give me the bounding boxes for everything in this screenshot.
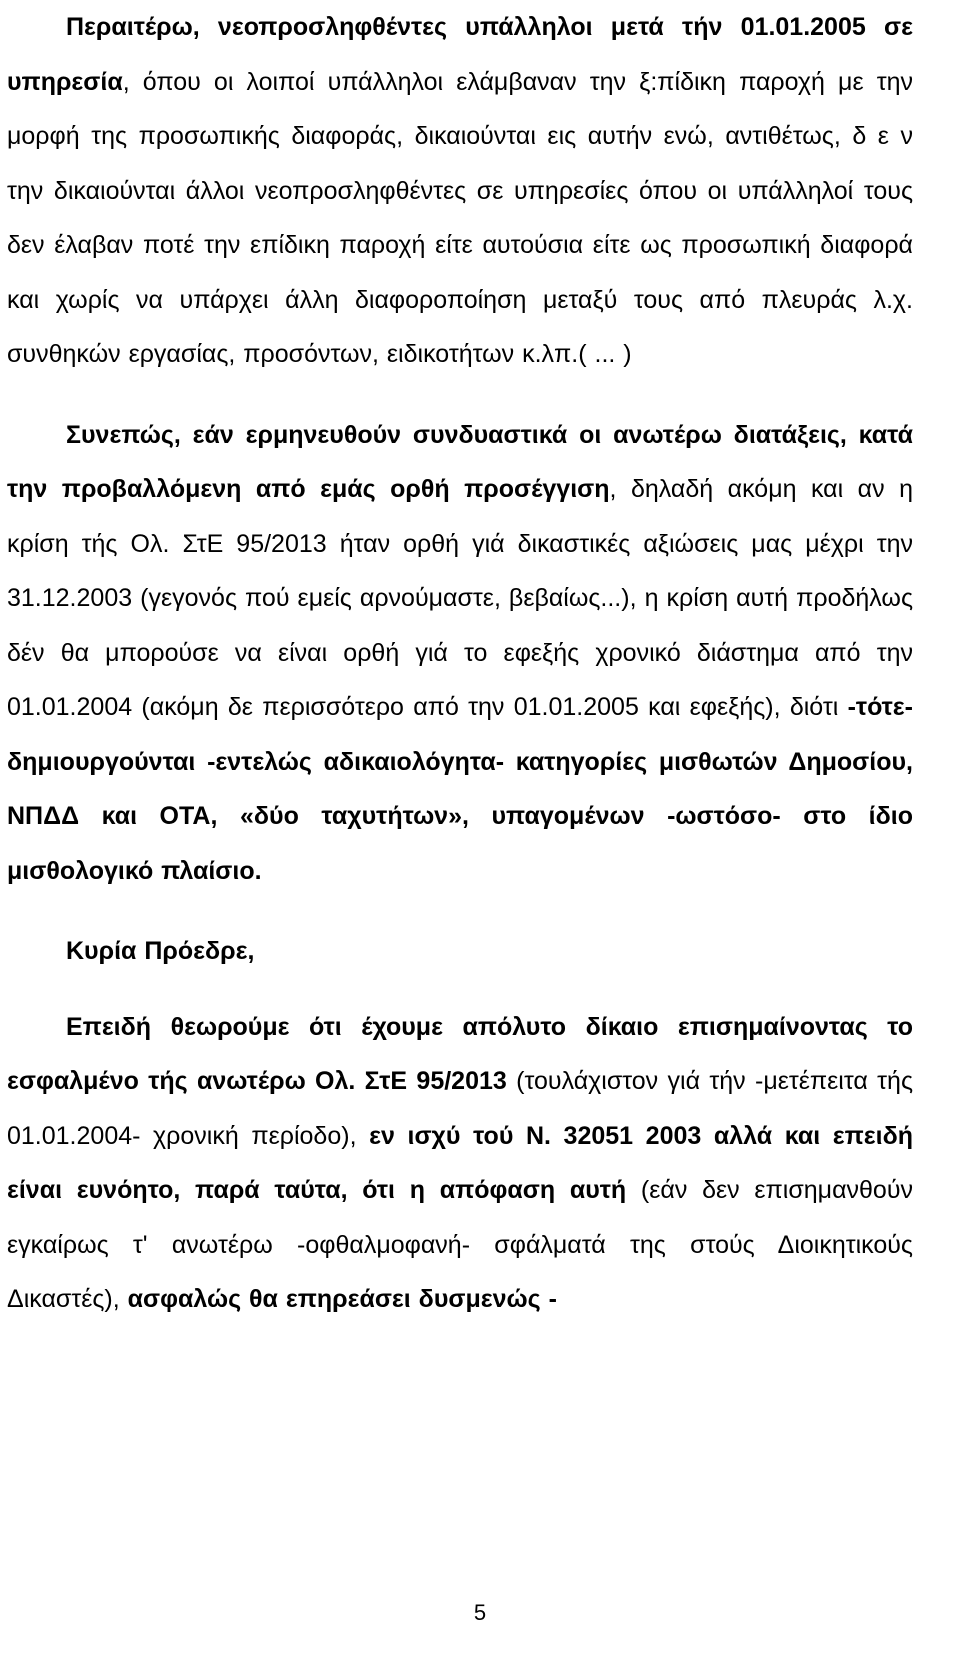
paragraph-2-bold-run-1: Συνεπώς, εάν ερμηνευθούν συνδυαστικά οι ανωτέρω διατάξεις, κατά την προβαλλόμενη από εμάς ορθή προσέγγιση	[7, 420, 913, 503]
paragraph-2	[7, 408, 913, 899]
paragraph-1	[7, 0, 913, 382]
salutation	[7, 924, 913, 979]
page-number: 5	[473, 1600, 487, 1625]
paragraph-2-run-2: , δηλαδή ακόμη και αν η κρίση τής Ολ. ΣτΕ 95/2013 ήταν ορθή γιά δικαστικές αξιώσεις μας μέχρι την 31.12.2003 (γεγονός πού εμείς αρνούμαστε, βεβαίως...), η κρίση αυτή προδήλως δέν θα μπορούσε να είναι ορθή γιά το εφεξής χρονικό διάστημα από την 01.01.2004 (ακόμη δε περισσότερο από την 01.01.2005 και εφεξής), διότι	[7, 475, 913, 721]
paragraph-4-bold-run-3: εν ισχύ τού Ν. 32051 2003 αλλά και επειδή είναι ευνόητο, παρά ταύτα, ότι η απόφαση αυτή	[7, 1121, 913, 1204]
salutation-text: Κυρία Πρόεδρε,	[66, 937, 255, 965]
paragraph-4-run-4: (εάν δεν επισημανθούν εγκαίρως τ' ανωτέρω -οφθαλμοφανή- σφάλματά της στούς Διοικητικούς Δικαστές),	[7, 1176, 913, 1313]
document-page	[7, 0, 913, 1327]
paragraph-4	[7, 1000, 913, 1327]
paragraph-1-run-2: , όπου οι λοιποί υπάλληλοι ελάμβαναν την ξ:πίδικη παροχή με την μορφή της προσωπικής διαφοράς, δικαιούνται εις αυτήν ενώ, αντιθέτως, δ ε ν την δικαιούνται άλλοι νεοπροσληφθέντες σε υπηρεσίες όπου οι υπάλληλοί τους δεν έλαβαν ποτέ την επίδικη παροχή είτε αυτούσια είτε ως προσωπική διαφορά και χωρίς να υπάρχει άλλη διαφοροποίηση μεταξύ τους από πλευράς λ.χ. συνθηκών εργασίας, προσόντων, ειδικοτήτων κ.λπ.( ... )	[7, 67, 913, 368]
paragraph-4-bold-run-1: Επειδή θεωρούμε ότι έχουμε απόλυτο δίκαιο επισημαίνοντας το εσφαλμένο τής ανωτέρω Ολ. ΣτΕ 95/2013	[7, 1012, 913, 1095]
paragraph-1-bold-run-1: Περαιτέρω, νεοπροσληφθέντες υπάλληλοι μετά τήν 01.01.2005 σε υπηρεσία	[7, 13, 913, 96]
paragraph-2-bold-run-3: -τότε- δημιουργούνται -εντελώς αδικαιολόγητα- κατηγορίες μισθωτών Δημοσίου, ΝΠΔΔ και ΟΤΑ, «δύο ταχυτήτων», υπαγομένων -ωστόσο- στο ίδιο μισθολογικό πλαίσιο.	[7, 693, 913, 885]
paragraph-4-bold-run-5: ασφαλώς θα επηρεάσει δυσμενώς -	[127, 1285, 557, 1313]
paragraph-4-run-2: (τουλάχιστον γιά τήν -μετέπειτα τής 01.01.2004- χρονική περίοδο),	[7, 1067, 913, 1150]
